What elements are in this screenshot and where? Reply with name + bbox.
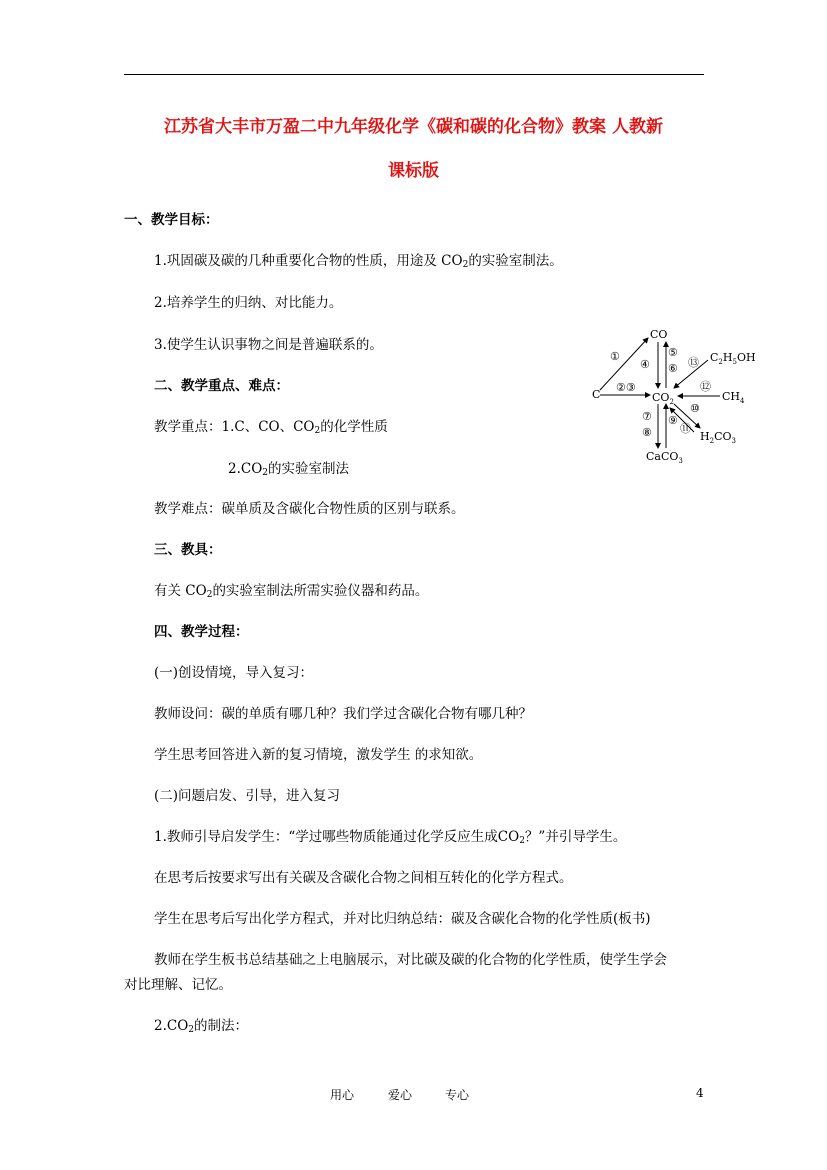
footer-motto-2: 爱心 xyxy=(388,1088,413,1102)
reaction-label: ④ xyxy=(640,358,650,371)
process-paragraph: 学生思考回答进入新的复习情境，激发学生 的求知欲。 xyxy=(154,747,483,763)
section-heading-key-points: 二、教学重点、难点： xyxy=(154,378,289,394)
reaction-label: ⑨ xyxy=(668,414,678,427)
node-carbonic-acid: $H_2CO_3$ xyxy=(700,430,736,445)
process-paragraph-continued: 对比理解、记忆。 xyxy=(124,977,232,993)
process-paragraph: $2.CO_2$的制法： xyxy=(154,1018,249,1035)
page-number: 4 xyxy=(696,1086,704,1100)
reaction-label: ⑥ xyxy=(668,362,678,375)
objective-item: 3.使学生认识事物之间是普遍联系的。 xyxy=(154,337,383,353)
section-heading-process: 四、教学过程： xyxy=(154,624,249,640)
process-paragraph: 1.教师引导启发学生：“学过哪些物质能通过化学反应生成$CO_2$？”并引导学生。 xyxy=(154,829,627,846)
document-title-continued: 课标版 xyxy=(388,161,439,181)
equipment-text: 有关 $CO_2$的实验室制法所需实验仪器和药品。 xyxy=(154,583,429,600)
node-c: C xyxy=(592,388,601,401)
node-methane: $CH_4$ xyxy=(722,390,745,405)
reaction-label: ⑬ xyxy=(688,356,699,369)
section-heading-objectives: 一、教学目标： xyxy=(124,212,219,228)
reaction-label: ⑧ xyxy=(642,426,652,439)
reaction-label: ① xyxy=(610,350,620,363)
reaction-label: ②③ xyxy=(616,381,636,394)
process-paragraph: (一)创设情境，导入复习： xyxy=(154,665,314,681)
key-point-1: 教学重点：1.C、CO、$CO_2$的化学性质 xyxy=(154,419,388,436)
reaction-label: ⑪ xyxy=(680,422,691,435)
process-paragraph: 教师在学生板书总结基础之上电脑展示，对比碳及碳的化合物的化学性质，使学生学会 xyxy=(154,952,667,968)
difficulty-point: 教学难点：碳单质及含碳化合物性质的区别与联系。 xyxy=(154,501,465,517)
header-rule xyxy=(124,74,704,75)
process-paragraph: 教师设问：碳的单质有哪几种？我们学过含碳化合物有哪几种？ xyxy=(154,706,532,722)
section-heading-equipment: 三、教具： xyxy=(154,542,222,558)
node-co2: $CO_2$ xyxy=(652,391,674,406)
process-paragraph: 在思考后按要求写出有关碳及含碳化合物之间相互转化的化学方程式。 xyxy=(154,870,573,886)
objective-item: 2.培养学生的归纳、对比能力。 xyxy=(154,295,343,311)
footer-motto-3: 专心 xyxy=(445,1088,470,1102)
node-co: CO xyxy=(650,328,668,341)
reaction-label: ⑦ xyxy=(642,410,652,423)
key-point-2: $2.CO_2$的实验室制法 xyxy=(228,461,350,478)
reaction-label: ⑫ xyxy=(700,380,711,393)
node-calcium-carbonate: CaCO$_3$ xyxy=(646,450,683,465)
process-paragraph: (二)问题启发、引导，进入复习 xyxy=(154,788,341,804)
process-paragraph: 学生在思考后写出化学方程式，并对比归纳总结：碳及含碳化合物的化学性质(板书) xyxy=(154,911,651,927)
reaction-label: ⑩ xyxy=(690,402,700,415)
objective-item: 1.巩固碳及碳的几种重要化合物的性质，用途及 $CO_2$的实验室制法。 xyxy=(154,253,563,270)
reaction-label: ⑤ xyxy=(668,346,678,359)
footer-motto-1: 用心 xyxy=(330,1088,355,1102)
carbon-conversion-diagram xyxy=(588,324,768,469)
document-title: 江苏省大丰市万盈二中九年级化学《碳和碳的化合物》教案 人教新 xyxy=(164,117,663,137)
node-ethanol: $C_2H_5OH$ xyxy=(710,351,756,366)
